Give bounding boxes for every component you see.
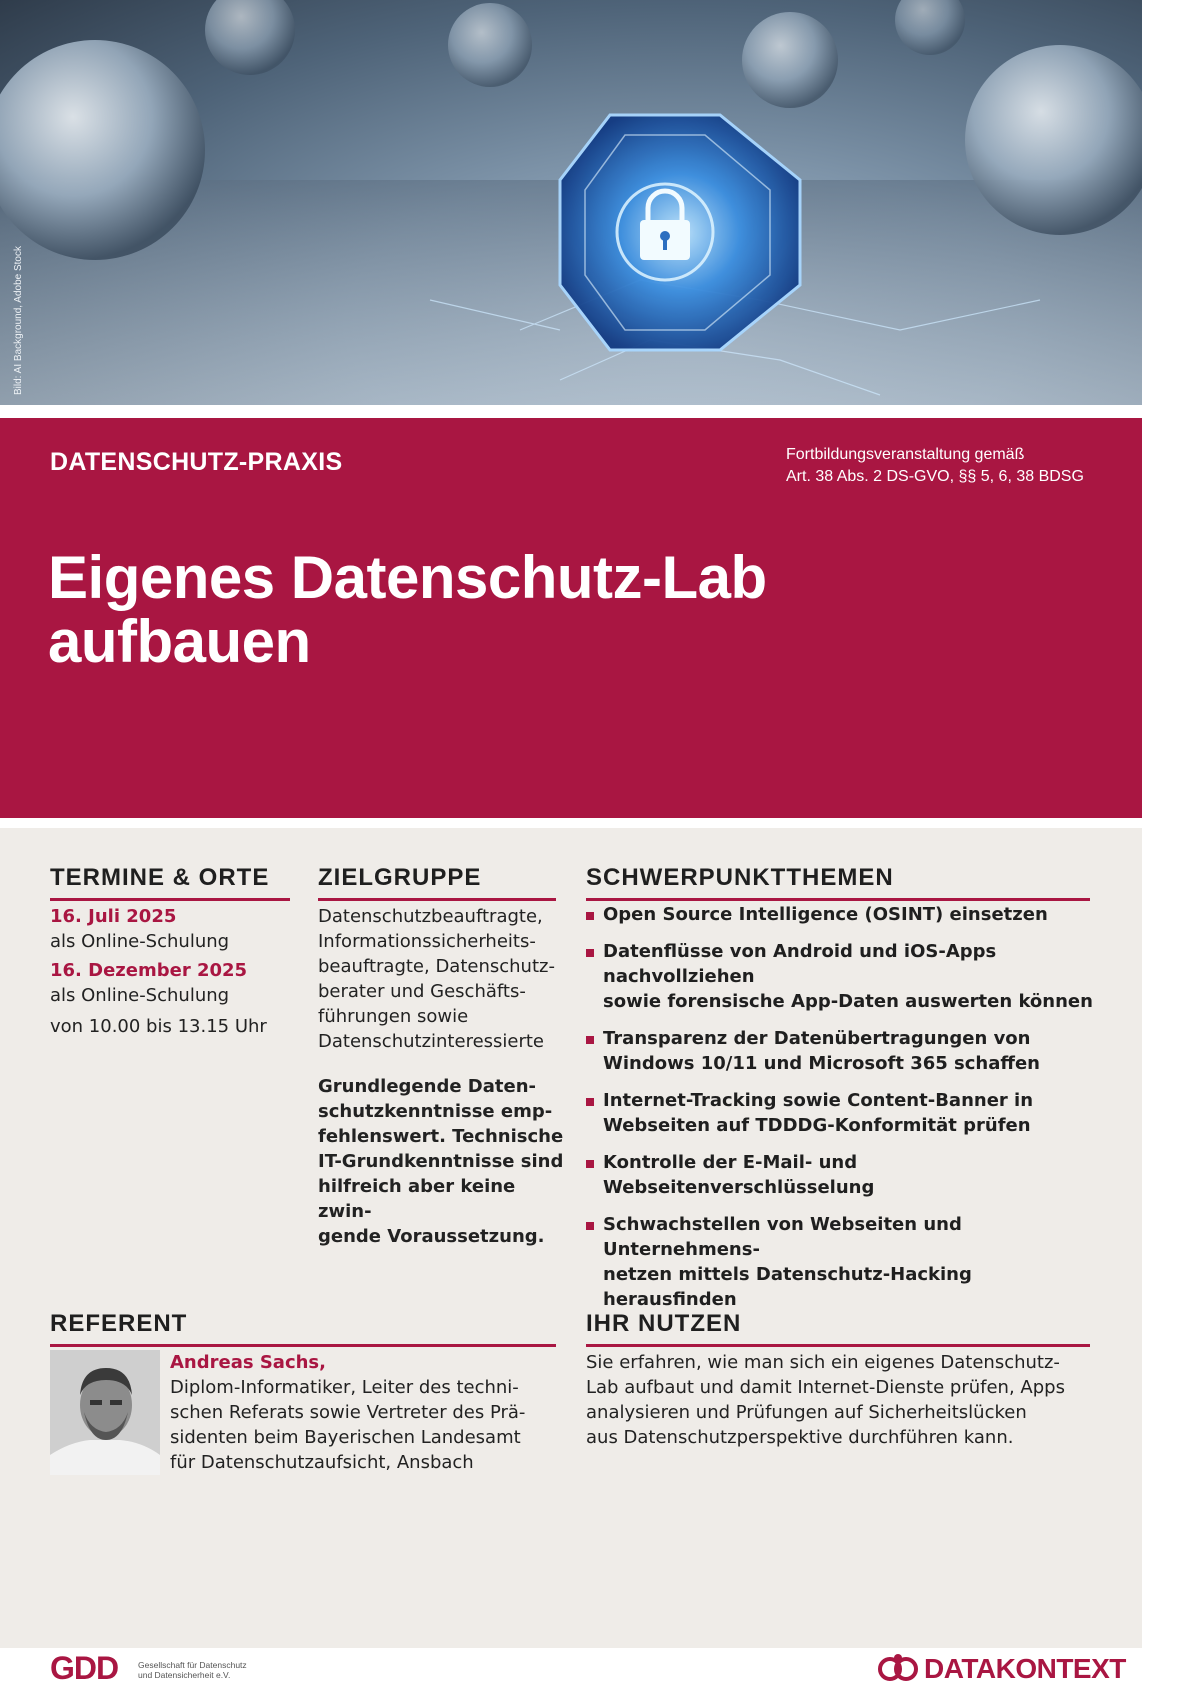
topic-item: Kontrolle der E-Mail- und Webseitenverschlüsselung [586,1150,1096,1200]
footer [0,1648,1191,1696]
referent-line: Diplom-Informatiker, Leiter des techni- [170,1377,519,1398]
note-line: schutzkenntnisse emp- [318,1101,553,1122]
schwerpunkte-heading: SCHWERPUNKTTHEMEN [586,864,1090,901]
topic-item: Datenflüsse von Android und iOS-Apps nachvollziehen sowie forensische App-Daten auswerten können [586,939,1096,1014]
gdd-line: und Datensicherheit e.V. [138,1670,231,1680]
content-area [0,828,1142,1648]
nutzen-text [586,1350,1096,1450]
title-banner [0,418,1142,818]
zielgruppe-line: beauftragte, Datenschutz- [318,956,555,977]
hero-image [0,0,1142,405]
nutzen-line: analysieren und Prüfungen auf Sicherheitslücken [586,1402,1027,1423]
zielgruppe-line: berater und Geschäfts- [318,981,526,1002]
datakontext-logo [878,1652,1126,1686]
title-line: aufbauen [48,608,311,675]
photo-credit: Bild: AI Background, Adobe Stock [13,246,24,395]
note-line: hilfreich aber keine zwin- [318,1176,516,1222]
gdd-line: Gesellschaft für Datenschutz [138,1660,247,1670]
zielgruppe-line: Informationssicherheits- [318,931,536,952]
zielgruppe-heading: ZIELGRUPPE [318,864,556,901]
referent-line: für Datenschutzaufsicht, Ansbach [170,1452,474,1473]
prerequisites-note [318,1074,568,1249]
gdd-logo: GDD [50,1650,119,1686]
datakontext-mark-icon [878,1652,918,1686]
topic-item: Internet-Tracking sowie Content-Banner in Webseiten auf TDDDG-Konformität prüfen [586,1088,1096,1138]
page-title [48,546,767,674]
termine-list [50,904,290,1039]
speaker-name: Andreas Sachs, [170,1352,326,1373]
topic-item: Schwachstellen von Webseiten und Unternehmens- netzen mittels Datenschutz-Hacking herausfinden [586,1212,1096,1312]
zielgruppe-line: führungen sowie [318,1006,469,1027]
referent-line: sidenten beim Bayerischen Landesamt [170,1427,521,1448]
zielgruppe-line: Datenschutzinteressierte [318,1031,545,1052]
legal-line: Art. 38 Abs. 2 DS-GVO, §§ 5, 6, 38 BDSG [786,468,1084,485]
referent-heading: REFERENT [50,1310,556,1347]
title-line: Eigenes Datenschutz-Lab [48,544,767,611]
zielgruppe-text [318,904,568,1054]
hero-illustration [0,0,1142,405]
date-1: 16. Juli 2025 [50,906,177,927]
note-line: fehlenswert. Technische [318,1126,564,1147]
nutzen-line: Lab aufbaut und damit Internet-Dienste prüfen, Apps [586,1377,1065,1398]
note-line: Grundlegende Daten- [318,1076,536,1097]
legal-note [786,444,1106,488]
time-range: von 10.00 bis 13.15 Uhr [50,1016,267,1037]
note-line: IT-Grundkenntnisse sind [318,1151,564,1172]
nutzen-heading: IHR NUTZEN [586,1310,1090,1347]
nutzen-line: aus Datenschutzperspektive durchführen kann. [586,1427,1014,1448]
date-2: 16. Dezember 2025 [50,960,248,981]
topic-list [586,902,1096,1324]
series-name: DATENSCHUTZ-PRAXIS [50,448,343,476]
legal-line: Fortbildungsveranstaltung gemäß [786,446,1025,463]
speaker-portrait-icon [50,1350,160,1475]
zielgruppe-line: Datenschutzbeauftragte, [318,906,543,927]
avatar [50,1350,160,1475]
referent-text [170,1350,570,1475]
location-2: als Online-Schulung [50,985,230,1006]
topic-item: Transparenz der Datenübertragungen von Windows 10/11 und Microsoft 365 schaffen [586,1026,1096,1076]
datakontext-wordmark: DATAKONTEXT [924,1653,1126,1684]
nutzen-line: Sie erfahren, wie man sich ein eigenes Datenschutz- [586,1352,1060,1373]
gdd-org-name [138,1660,247,1680]
note-line: gende Voraussetzung. [318,1226,545,1247]
location-1: als Online-Schulung [50,931,230,952]
referent-line: schen Referats sowie Vertreter des Prä- [170,1402,526,1423]
termine-heading: TERMINE & ORTE [50,864,290,901]
topic-item: Open Source Intelligence (OSINT) einsetzen [586,902,1096,927]
